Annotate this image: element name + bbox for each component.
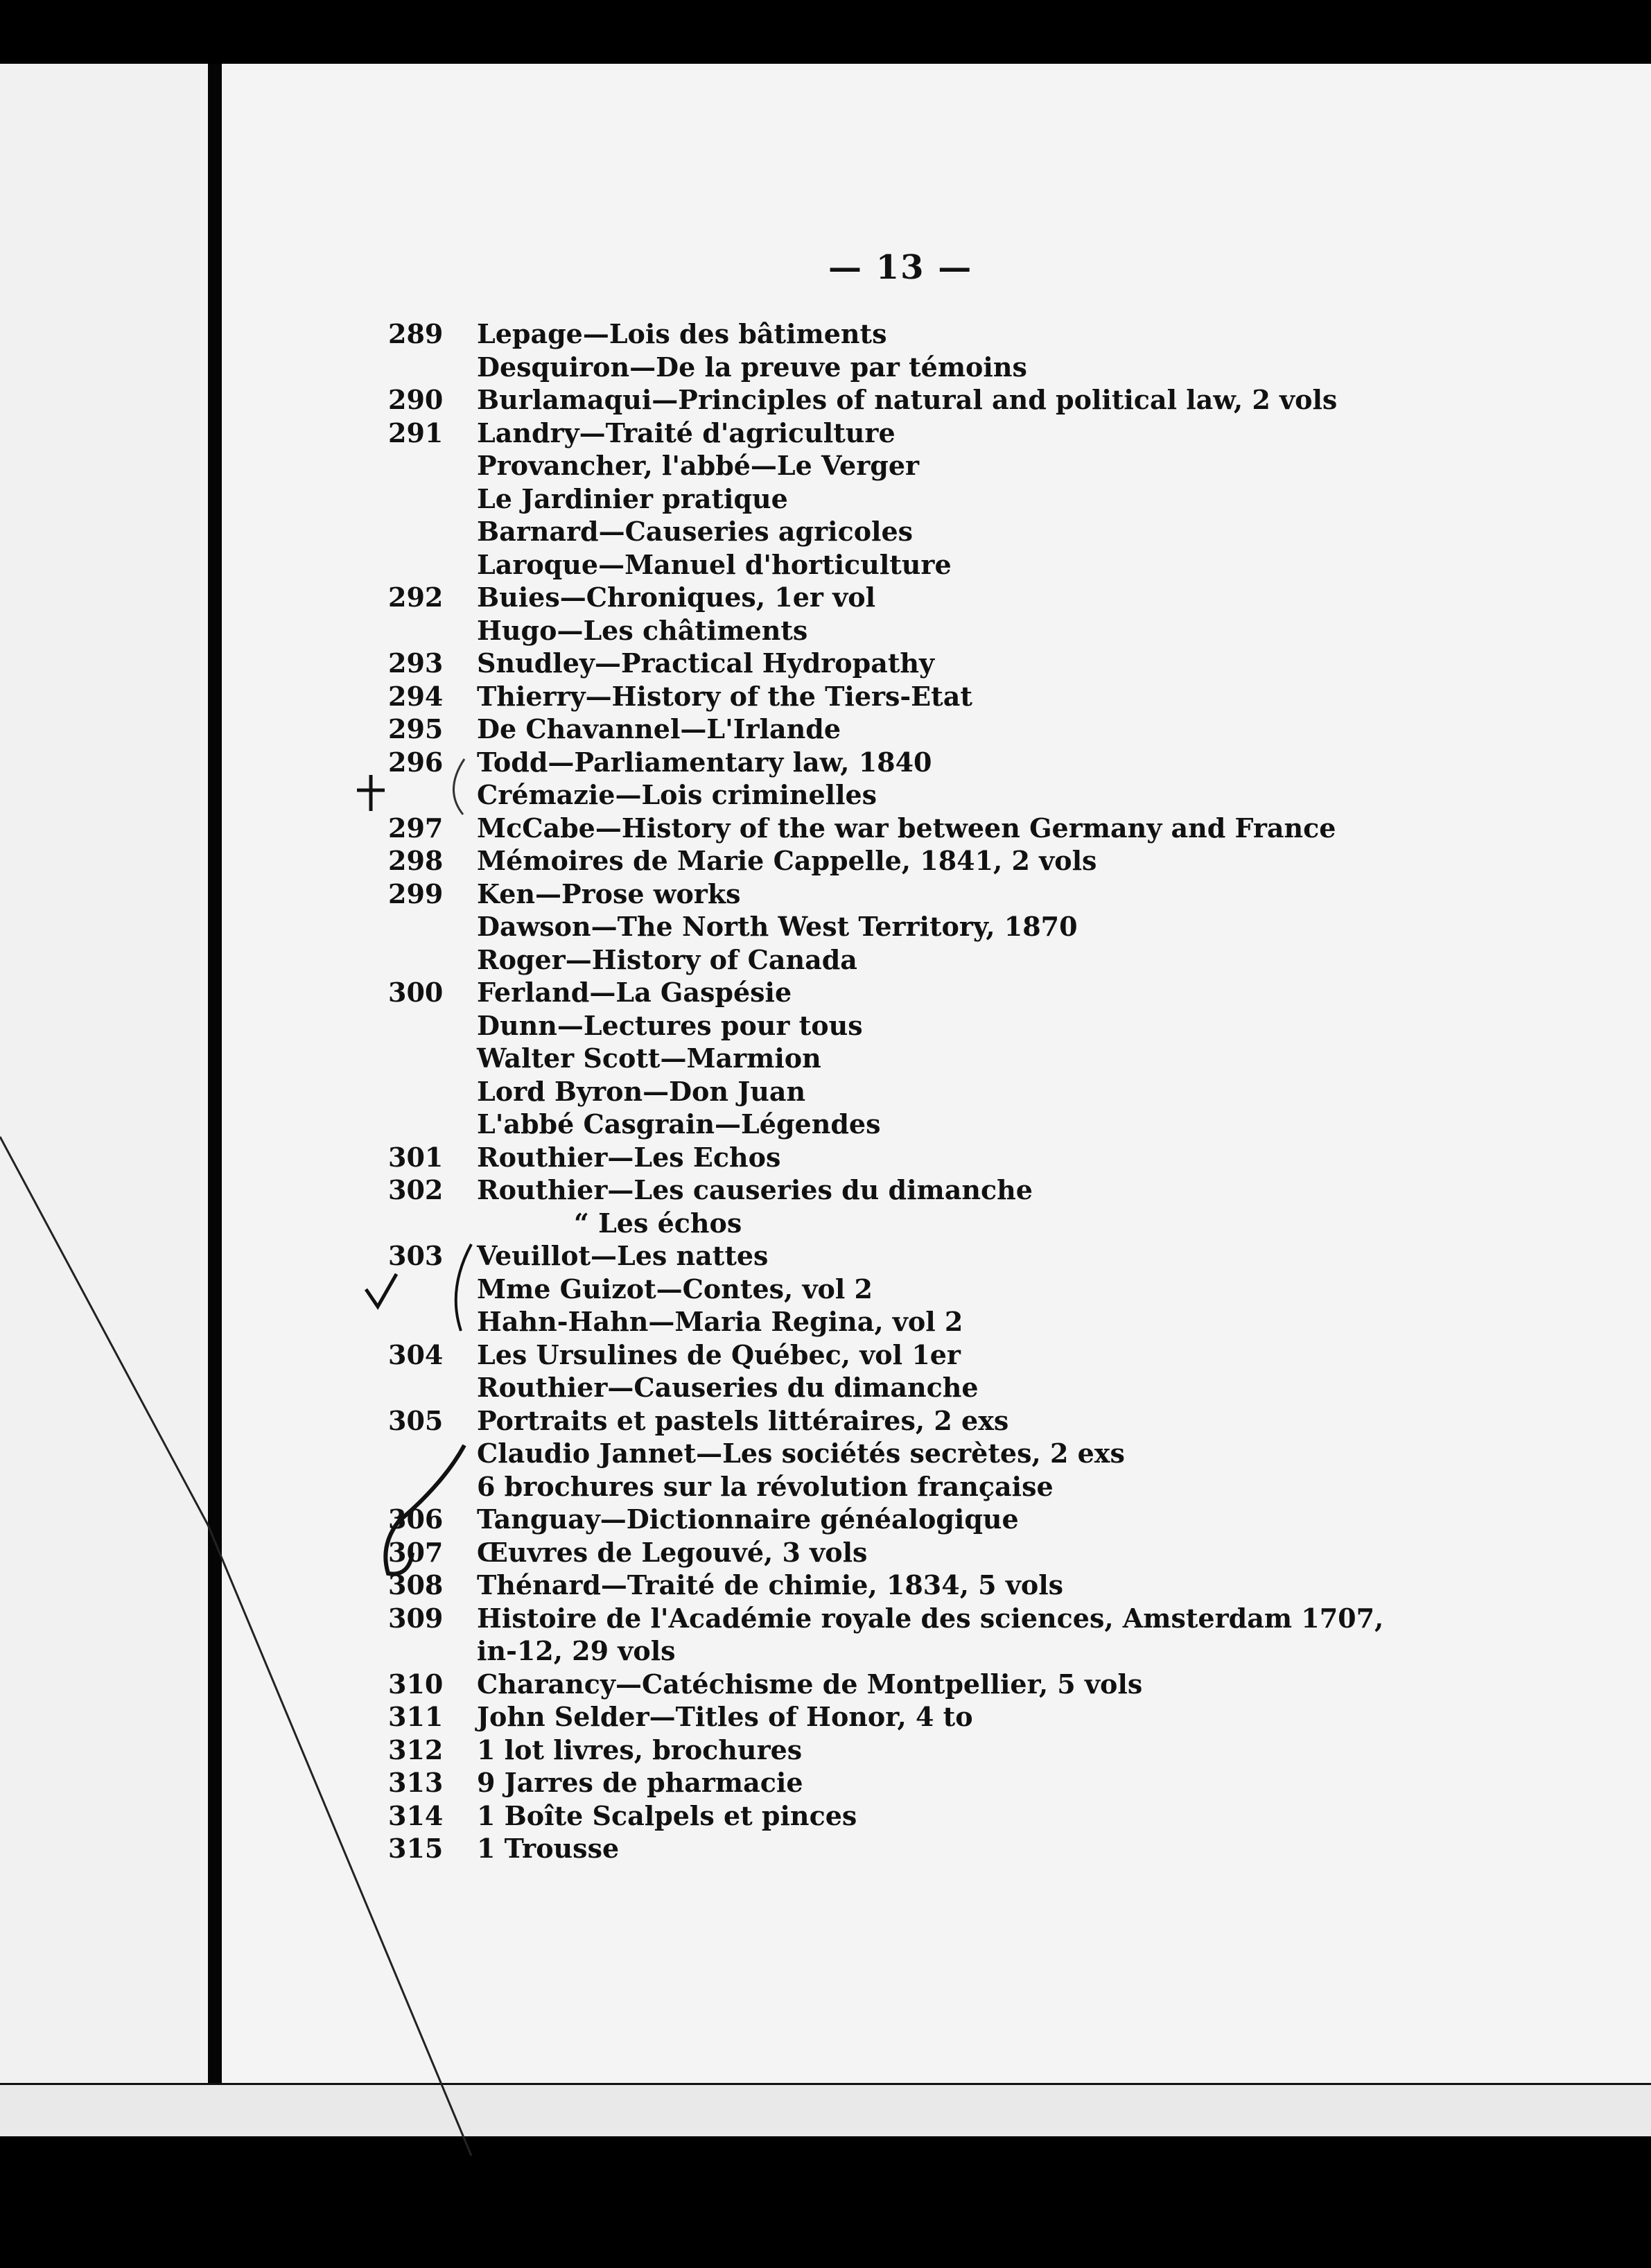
catalog-entry <box>388 1668 1636 1701</box>
catalog-entry <box>388 1437 1636 1470</box>
entry-text: Charancy—Catéchisme de Montpellier, 5 vols <box>477 1668 1143 1700</box>
entry-text: Snudley—Practical Hydropathy <box>477 647 935 679</box>
entry-text: Walter Scott—Marmion <box>477 1043 821 1074</box>
entry-number <box>388 1075 477 1108</box>
entry-number <box>388 449 477 482</box>
entry-text: Hahn-Hahn—Maria Regina, vol 2 <box>477 1306 963 1337</box>
entry-number: 291 <box>388 417 444 448</box>
catalog-entry <box>388 812 1636 845</box>
catalog-entry <box>388 680 1636 713</box>
catalog-entry <box>388 1273 1636 1306</box>
catalog-entry <box>388 1799 1636 1833</box>
entry-number: 300 <box>388 977 444 1008</box>
entry-number: 313 <box>388 1767 444 1798</box>
catalog-entry <box>388 1371 1636 1404</box>
entry-text: John Selder—Titles of Honor, 4 to <box>477 1701 973 1732</box>
catalog-entry <box>388 976 1636 1009</box>
entry-number: 294 <box>388 680 444 712</box>
entry-number: 299 <box>388 878 444 909</box>
entry-text: Œuvres de Legouvé, 3 vols <box>477 1536 868 1568</box>
entry-number: 292 <box>388 582 444 613</box>
entry-number <box>388 1042 477 1075</box>
entry-text: in-12, 29 vols <box>477 1635 676 1666</box>
catalog-entry <box>388 1239 1636 1273</box>
scan-border-bottom <box>0 2136 1651 2268</box>
entry-text: De Chavannel—L'Irlande <box>477 713 841 744</box>
catalog-entry <box>388 1634 1636 1668</box>
entry-number: 304 <box>388 1338 444 1370</box>
catalog-entry <box>388 647 1636 680</box>
entry-text: Hugo—Les châtiments <box>477 614 808 646</box>
entry-text: Provancher, l'abbé—Le Verger <box>477 450 920 481</box>
entry-number <box>388 1108 477 1141</box>
entry-text: Le Jardinier pratique <box>477 482 788 514</box>
catalog-entry <box>388 1404 1636 1438</box>
entry-number: 310 <box>388 1668 444 1700</box>
catalog-entry <box>388 1042 1636 1075</box>
catalog-entry <box>388 943 1636 977</box>
catalog-entry <box>388 1569 1636 1602</box>
catalog-entry <box>388 614 1636 647</box>
page-binding <box>208 64 222 2136</box>
entry-number <box>388 1470 477 1503</box>
entry-text: Burlamaqui—Principles of natural and political law, 2 vols <box>477 384 1338 415</box>
entry-text: Landry—Traité d'agriculture <box>477 417 896 448</box>
entry-number <box>388 548 477 582</box>
entry-text: Thierry—History of the Tiers-Etat <box>477 680 972 712</box>
entry-number <box>388 1634 477 1668</box>
catalog-entry <box>388 1536 1636 1569</box>
catalog-entry <box>388 1305 1636 1338</box>
entry-text: Roger—History of Canada <box>477 943 857 975</box>
entry-text: Tanguay—Dictionnaire généalogique <box>477 1503 1019 1535</box>
entry-text: L'abbé Casgrain—Légendes <box>477 1108 881 1140</box>
entry-text: Lord Byron—Don Juan <box>477 1075 806 1107</box>
scan-border-strip <box>0 2083 1651 2138</box>
entry-text: “ Les échos <box>574 1207 742 1239</box>
catalog-entry <box>388 1141 1636 1174</box>
catalog-entry <box>388 844 1636 878</box>
entry-number: 305 <box>388 1404 444 1436</box>
entry-number: 306 <box>388 1503 444 1535</box>
entry-number: 312 <box>388 1734 444 1765</box>
catalog-entry <box>388 778 1636 812</box>
entry-number: 289 <box>388 318 444 349</box>
entry-number <box>388 614 477 647</box>
catalog-entry <box>388 1108 1636 1141</box>
catalog-entry <box>388 449 1636 482</box>
entry-number: 308 <box>388 1569 444 1600</box>
entry-number: 297 <box>388 812 444 844</box>
catalog-entry <box>388 351 1636 384</box>
entry-text: Les Ursulines de Québec, vol 1er <box>477 1338 961 1370</box>
entry-number: 303 <box>388 1240 444 1271</box>
entry-number <box>388 1371 477 1404</box>
entry-number <box>388 351 477 384</box>
catalog-entry <box>388 1338 1636 1372</box>
entry-text: Mme Guizot—Contes, vol 2 <box>477 1273 873 1305</box>
catalog-entry <box>388 1832 1636 1865</box>
entry-text: Desquiron—De la preuve par témoins <box>477 351 1027 383</box>
catalog-entry <box>388 1766 1636 1799</box>
entry-text: 1 lot livres, brochures <box>477 1734 803 1765</box>
entry-text: Ferland—La Gaspésie <box>477 977 792 1008</box>
entry-number <box>388 1009 477 1043</box>
entry-number: 295 <box>388 713 444 744</box>
entry-text: Dawson—The North West Territory, 1870 <box>477 911 1078 942</box>
entry-number <box>388 482 477 516</box>
entry-text: Routhier—Les Echos <box>477 1141 781 1173</box>
catalog-entry <box>388 746 1636 779</box>
entry-text: 9 Jarres de pharmacie <box>477 1767 803 1798</box>
entry-number: 296 <box>388 746 444 778</box>
catalog-entry <box>388 383 1636 417</box>
entry-number <box>388 778 477 812</box>
entry-number <box>388 1437 477 1470</box>
catalog-entry <box>388 1207 1636 1240</box>
catalog-entry <box>388 482 1636 516</box>
entry-text: Crémazie—Lois criminelles <box>477 779 877 810</box>
entry-number <box>388 943 477 977</box>
scan-border-top <box>0 0 1651 64</box>
facing-page-edge <box>0 64 211 2136</box>
catalog-entry <box>388 317 1636 351</box>
entry-text: Laroque—Manuel d'horticulture <box>477 548 952 580</box>
catalog-list <box>388 317 1636 1865</box>
entry-number: 301 <box>388 1141 444 1173</box>
entry-number: 311 <box>388 1701 444 1732</box>
catalog-entry <box>388 581 1636 614</box>
entry-number <box>388 1305 477 1338</box>
entry-text: Todd—Parliamentary law, 1840 <box>477 746 932 778</box>
entry-number <box>388 910 477 943</box>
entry-number <box>388 1273 477 1306</box>
entry-text: Thénard—Traité de chimie, 1834, 5 vols <box>477 1569 1064 1600</box>
catalog-entry <box>388 1602 1636 1635</box>
entry-text: Ken—Prose works <box>477 878 741 909</box>
entry-text: 1 Trousse <box>477 1833 620 1864</box>
page-number: — 13 — <box>828 248 973 287</box>
entry-number: 302 <box>388 1174 444 1205</box>
entry-text: 6 brochures sur la révolution française <box>477 1470 1054 1502</box>
catalog-entry <box>388 1734 1636 1767</box>
catalog-entry <box>388 1470 1636 1503</box>
entry-text: Routhier—Causeries du dimanche <box>477 1372 979 1403</box>
entry-text: Dunn—Lectures pour tous <box>477 1009 863 1041</box>
entry-number <box>388 1207 477 1240</box>
entry-text: Barnard—Causeries agricoles <box>477 516 914 547</box>
catalog-entry <box>388 417 1636 450</box>
catalog-entry <box>388 1009 1636 1043</box>
catalog-entry <box>388 1075 1636 1108</box>
catalog-entry <box>388 910 1636 943</box>
catalog-entry <box>388 548 1636 582</box>
entry-number: 314 <box>388 1799 444 1831</box>
entry-number: 298 <box>388 845 444 876</box>
entry-text: Portraits et pastels littéraires, 2 exs <box>477 1404 1009 1436</box>
entry-text: McCabe—History of the war between Germany and France <box>477 812 1336 844</box>
catalog-entry <box>388 713 1636 746</box>
entry-text: Buies—Chroniques, 1er vol <box>477 582 876 613</box>
entry-text: Routhier—Les causeries du dimanche <box>477 1174 1033 1205</box>
entry-number: 315 <box>388 1833 444 1864</box>
entry-text: Lepage—Lois des bâtiments <box>477 318 887 349</box>
entry-text: Veuillot—Les nattes <box>477 1240 769 1271</box>
catalog-entry <box>388 1174 1636 1207</box>
entry-number: 307 <box>388 1536 444 1568</box>
catalog-entry <box>388 1503 1636 1536</box>
catalog-entry <box>388 1700 1636 1734</box>
entry-text: Mémoires de Marie Cappelle, 1841, 2 vols <box>477 845 1097 876</box>
entry-number: 309 <box>388 1602 444 1634</box>
catalog-entry <box>388 878 1636 911</box>
entry-text: Histoire de l'Académie royale des sciences, Amsterdam 1707, <box>477 1602 1384 1634</box>
entry-text: 1 Boîte Scalpels et pinces <box>477 1799 857 1831</box>
entry-number <box>388 515 477 548</box>
entry-number: 293 <box>388 647 444 679</box>
entry-number: 290 <box>388 384 444 415</box>
entry-text: Claudio Jannet—Les sociétés secrètes, 2 exs <box>477 1438 1125 1469</box>
catalog-entry <box>388 515 1636 548</box>
